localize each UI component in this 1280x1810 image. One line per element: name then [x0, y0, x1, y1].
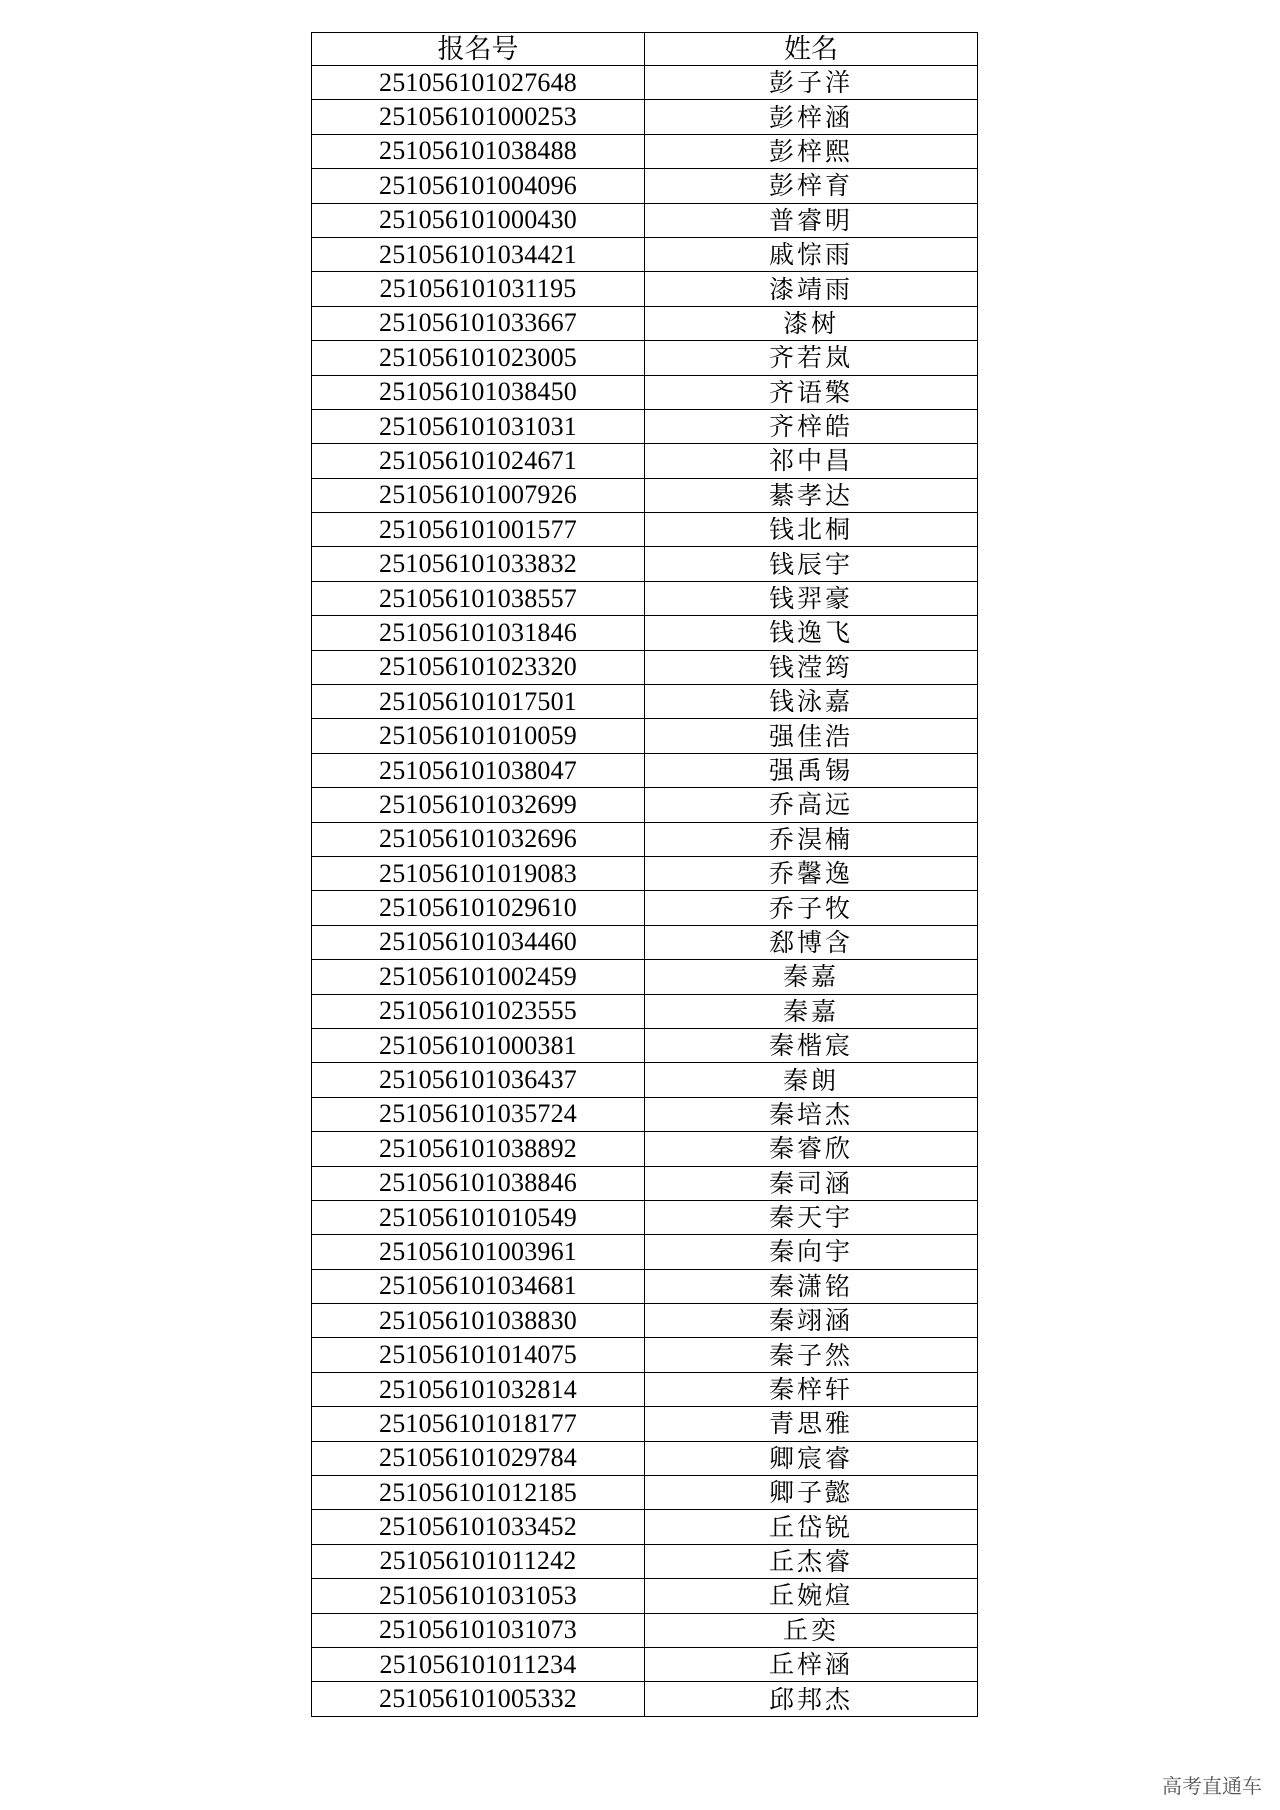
- registration-number-cell: 251056101031053: [312, 1579, 645, 1613]
- name-cell: 戚悰雨: [645, 237, 978, 271]
- registration-number-cell: 251056101014075: [312, 1338, 645, 1372]
- table-row: [312, 1097, 978, 1131]
- table-row: [312, 100, 978, 134]
- registration-number-cell: 251056101005332: [312, 1682, 645, 1716]
- table-row: [312, 1372, 978, 1406]
- table-row: [312, 66, 978, 100]
- table-row: [312, 444, 978, 478]
- registration-number-cell: 251056101038488: [312, 134, 645, 168]
- name-cell: 秦天宇: [645, 1200, 978, 1234]
- table-row: [312, 891, 978, 925]
- name-cell: 秦睿欣: [645, 1132, 978, 1166]
- name-cell: 丘梓涵: [645, 1647, 978, 1681]
- registration-number-cell: 251056101019083: [312, 856, 645, 890]
- registration-number-cell: 251056101031073: [312, 1613, 645, 1647]
- registration-number-cell: 251056101010059: [312, 719, 645, 753]
- table-row: [312, 1682, 978, 1716]
- registration-number-cell: 251056101004096: [312, 169, 645, 203]
- name-cell: 钱北桐: [645, 513, 978, 547]
- name-cell: 卿宸睿: [645, 1441, 978, 1475]
- table-row: [312, 409, 978, 443]
- name-cell: 祁中昌: [645, 444, 978, 478]
- table-row: [312, 788, 978, 822]
- registration-number-cell: 251056101034421: [312, 237, 645, 271]
- name-cell: 齐若岚: [645, 341, 978, 375]
- table-row: [312, 1166, 978, 1200]
- table-row: [312, 478, 978, 512]
- registration-number-cell: 251056101035724: [312, 1097, 645, 1131]
- registration-number-cell: 251056101023555: [312, 994, 645, 1028]
- name-cell: 彭子洋: [645, 66, 978, 100]
- table-row: [312, 650, 978, 684]
- name-cell: 秦培杰: [645, 1097, 978, 1131]
- registration-number-cell: 251056101000253: [312, 100, 645, 134]
- table-row: [312, 1235, 978, 1269]
- registration-number-cell: 251056101033452: [312, 1510, 645, 1544]
- registration-number-cell: 251056101031195: [312, 272, 645, 306]
- name-cell: 彭梓涵: [645, 100, 978, 134]
- registration-number-cell: 251056101034681: [312, 1269, 645, 1303]
- registration-number-cell: 251056101038450: [312, 375, 645, 409]
- table-row: [312, 513, 978, 547]
- registration-number-cell: 251056101029784: [312, 1441, 645, 1475]
- registration-number-cell: 251056101032699: [312, 788, 645, 822]
- name-cell: 卿子懿: [645, 1476, 978, 1510]
- registration-number-cell: 251056101033832: [312, 547, 645, 581]
- name-cell: 漆靖雨: [645, 272, 978, 306]
- registration-number-cell: 251056101029610: [312, 891, 645, 925]
- table-row: [312, 1441, 978, 1475]
- registration-number-cell: 251056101038846: [312, 1166, 645, 1200]
- table-row: [312, 1613, 978, 1647]
- registration-number-cell: 251056101031031: [312, 409, 645, 443]
- registration-number-cell: 251056101036437: [312, 1063, 645, 1097]
- table-row: [312, 1647, 978, 1681]
- name-cell: 秦楷宸: [645, 1028, 978, 1062]
- registration-number-cell: 251056101018177: [312, 1407, 645, 1441]
- name-cell: 丘婉煊: [645, 1579, 978, 1613]
- column-header-registration-number: 报名号: [312, 33, 645, 66]
- name-cell: 秦翊涵: [645, 1304, 978, 1338]
- registration-number-cell: 251056101011234: [312, 1647, 645, 1681]
- name-cell: 乔馨逸: [645, 856, 978, 890]
- name-cell: 乔淏楠: [645, 822, 978, 856]
- table-row: [312, 272, 978, 306]
- name-cell: 强佳浩: [645, 719, 978, 753]
- registration-number-cell: 251056101000430: [312, 203, 645, 237]
- registration-number-cell: 251056101027648: [312, 66, 645, 100]
- name-cell: 钱逸飞: [645, 616, 978, 650]
- table-row: [312, 1132, 978, 1166]
- registration-number-cell: 251056101002459: [312, 960, 645, 994]
- table-row: [312, 341, 978, 375]
- column-header-name: 姓名: [645, 33, 978, 66]
- name-cell: 钱辰宇: [645, 547, 978, 581]
- table-row: [312, 925, 978, 959]
- registration-number-cell: 251056101024671: [312, 444, 645, 478]
- table-row: [312, 581, 978, 615]
- table-row: [312, 1476, 978, 1510]
- name-cell: 彭梓熙: [645, 134, 978, 168]
- registration-number-cell: 251056101032814: [312, 1372, 645, 1406]
- name-cell: 乔高远: [645, 788, 978, 822]
- name-cell: 秦嘉: [645, 994, 978, 1028]
- table-row: [312, 237, 978, 271]
- table-row: [312, 616, 978, 650]
- table-row: [312, 1510, 978, 1544]
- table-row: [312, 1200, 978, 1234]
- watermark: 高考直通车: [1162, 1774, 1262, 1798]
- registration-number-cell: 251056101003961: [312, 1235, 645, 1269]
- table-row: [312, 960, 978, 994]
- name-cell: 乔子牧: [645, 891, 978, 925]
- name-cell: 綦孝达: [645, 478, 978, 512]
- table-row: [312, 203, 978, 237]
- table-row: [312, 375, 978, 409]
- name-cell: 普睿明: [645, 203, 978, 237]
- name-cell: 漆树: [645, 306, 978, 340]
- header-row: [312, 33, 978, 66]
- name-cell: 齐语檠: [645, 375, 978, 409]
- roster-table: [311, 32, 978, 1717]
- name-cell: 秦嘉: [645, 960, 978, 994]
- name-cell: 彭梓育: [645, 169, 978, 203]
- name-cell: 钱滢筠: [645, 650, 978, 684]
- table-row: [312, 134, 978, 168]
- name-cell: 强禹锡: [645, 753, 978, 787]
- name-cell: 秦子然: [645, 1338, 978, 1372]
- table-row: [312, 1579, 978, 1613]
- registration-number-cell: 251056101038830: [312, 1304, 645, 1338]
- table-row: [312, 1338, 978, 1372]
- name-cell: 齐梓皓: [645, 409, 978, 443]
- name-cell: 秦潇铭: [645, 1269, 978, 1303]
- registration-number-cell: 251056101010549: [312, 1200, 645, 1234]
- table-row: [312, 1544, 978, 1578]
- registration-number-cell: 251056101000381: [312, 1028, 645, 1062]
- name-cell: 秦梓轩: [645, 1372, 978, 1406]
- table-row: [312, 169, 978, 203]
- registration-number-cell: 251056101017501: [312, 685, 645, 719]
- name-cell: 青思雅: [645, 1407, 978, 1441]
- name-cell: 丘杰睿: [645, 1544, 978, 1578]
- name-cell: 秦朗: [645, 1063, 978, 1097]
- table-row: [312, 1407, 978, 1441]
- registration-number-cell: 251056101031846: [312, 616, 645, 650]
- name-cell: 秦司涵: [645, 1166, 978, 1200]
- registration-number-cell: 251056101012185: [312, 1476, 645, 1510]
- registration-number-cell: 251056101038557: [312, 581, 645, 615]
- name-cell: 丘岱锐: [645, 1510, 978, 1544]
- table-row: [312, 1269, 978, 1303]
- table-row: [312, 856, 978, 890]
- registration-number-cell: 251056101001577: [312, 513, 645, 547]
- table-row: [312, 685, 978, 719]
- table-row: [312, 547, 978, 581]
- table-row: [312, 1028, 978, 1062]
- table-row: [312, 306, 978, 340]
- name-cell: 丘奕: [645, 1613, 978, 1647]
- registration-number-cell: 251056101034460: [312, 925, 645, 959]
- registration-number-cell: 251056101038047: [312, 753, 645, 787]
- roster-body: [312, 66, 978, 1717]
- registration-number-cell: 251056101023320: [312, 650, 645, 684]
- table-row: [312, 753, 978, 787]
- registration-number-cell: 251056101023005: [312, 341, 645, 375]
- table-row: [312, 1063, 978, 1097]
- registration-number-cell: 251056101011242: [312, 1544, 645, 1578]
- table-row: [312, 994, 978, 1028]
- name-cell: 钱泳嘉: [645, 685, 978, 719]
- table-row: [312, 719, 978, 753]
- name-cell: 秦向宇: [645, 1235, 978, 1269]
- table-row: [312, 822, 978, 856]
- table-row: [312, 1304, 978, 1338]
- registration-number-cell: 251056101033667: [312, 306, 645, 340]
- name-cell: 钱羿豪: [645, 581, 978, 615]
- registration-number-cell: 251056101032696: [312, 822, 645, 856]
- name-cell: 郄博含: [645, 925, 978, 959]
- registration-number-cell: 251056101007926: [312, 478, 645, 512]
- name-cell: 邱邦杰: [645, 1682, 978, 1716]
- registration-number-cell: 251056101038892: [312, 1132, 645, 1166]
